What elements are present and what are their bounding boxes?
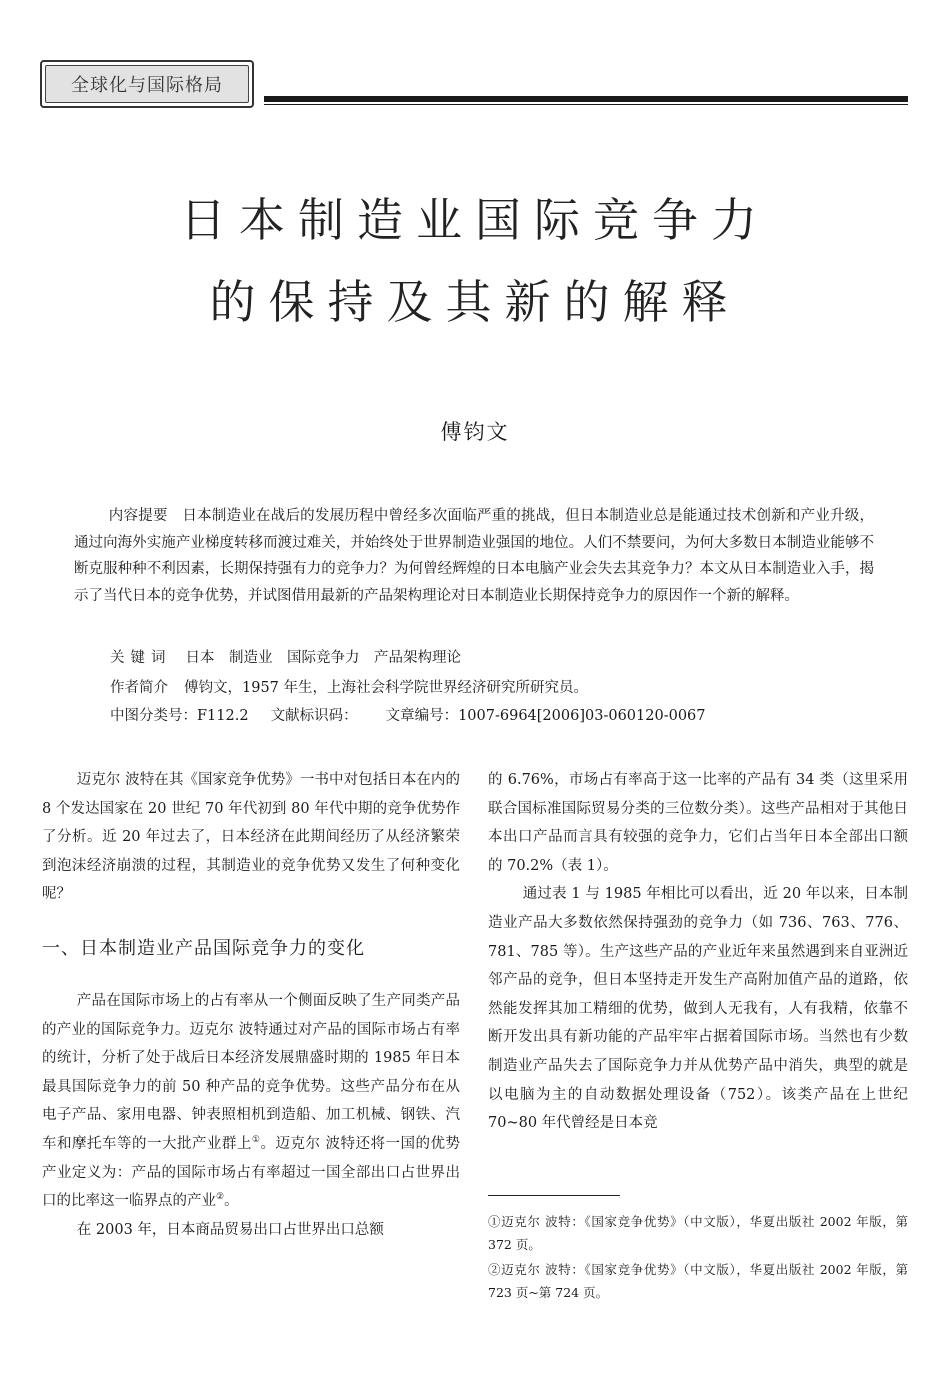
clc-value: F112.2 [197,708,249,724]
body-paragraph [42,987,460,1216]
abstract-text: 日本制造业在战后的发展历程中曾经多次面临严重的挑战，但日本制造业总是能通过技术创新和产业升级，通过向海外实施产业梯度转移而渡过难关，并始终处于世界制造业强国的地位。人们不禁要问，为何大多数日本制造业能够不断克服种种不利因素，长期保持强有力的竞争力？为何曾经辉煌的日本电脑产业会失去其竞争力？本文从日本制造业入手，揭示了当代日本的竞争优势，并试图借用最新的产品架构理论对日本制造业长期保持竞争力的原因作一个新的解释。 [74,508,875,604]
author-bio [110,678,588,698]
footnote-ref-2[interactable]: ② [216,1192,225,1203]
article-no-value: 1007-6964[2006]03-060120-0067 [458,708,706,724]
section-heading: 一、日本制造业产品国际竞争力的变化 [42,937,365,959]
article-title-line-1: 日本制造业国际竞争力 [180,193,770,247]
doc-code-label: 文献标识码： [270,708,358,724]
abstract [74,503,874,609]
article-title-line-2: 的保持及其新的解释 [209,275,741,329]
body-column-left [42,766,460,1244]
body-text: 。迈克尔 波特还将一国的优势产业定义为：产品的国际市场占有率超过一国全部出口占世界出口的比率这一临界点的产业 [42,1135,460,1210]
footnote-2: ②迈克尔 波特：《国家竞争优势》（中文版），华夏出版社 2002 年版，第 723 页~第 724 页。 [488,1262,908,1300]
section-label: 全球化与国际格局 [45,65,249,103]
classification [110,706,706,726]
article-author: 傅钧文 [440,420,510,444]
body-paragraph: 通过表 1 与 1985 年相比可以看出，近 20 年以来，日本制造业产品大多数依然保持强劲的竞争力（如 736、763、776、781、785 等）。生产这些产品的产业近年来虽然遇到来自亚洲近邻产品的竞争，但日本坚持走开发生产高附加值产品的道路，依然能发挥其加工精细的优势，做到人无我有，人有我精，依靠不断开发出具有新功能的产品牢牢占据着国际市场。当然也有少数制造业产品失去了国际竞争力并从优势产品中消失，典型的就是以电脑为主的自动数据处理设备（752）。该类产品在上世纪 70~80 年代曾经是日本竞 [488,886,908,1132]
keywords-value: 日本 制造业 国际竞争力 产品架构理论 [185,650,461,666]
footnote-ref-1[interactable]: ① [251,1135,261,1146]
footnotes [488,1210,908,1306]
section-label-box [40,60,254,108]
keywords [110,648,461,668]
clc-label: 中图分类号： [110,708,197,724]
body-text: 。 [224,1193,239,1210]
body-paragraph: 在 2003 年，日本商品贸易出口占世界出口总额 [76,1221,384,1238]
body-paragraph: 迈克尔 波特在其《国家竞争优势》一书中对包括日本在内的 8 个发达国家在 20 世纪 70 年代初到 80 年代中期的竞争优势作了分析。近 20 年过去了，日本经济在此期间经历了从经济繁荣到泡沫经济崩溃的过程，其制造业的竞争优势又发生了何种变化呢？ [42,772,460,903]
body-column-right [488,766,908,1138]
author-bio-label: 作者简介 [110,680,168,696]
keywords-label: 关键词 [110,650,172,666]
body-text: 产品在国际市场上的占有率从一个侧面反映了生产同类产品的产业的国际竞争力。迈克尔 波特通过对产品的国际市场占有率的统计，分析了处于战后日本经济发展鼎盛时期的 1985 年日本最具国际竞争力的前 50 种产品的竞争优势。这些产品分布在从电子产品、家用电器、钟表照相机到造船、加工机械、钢铁、汽车和摩托车等的一大批产业群上 [42,992,460,1152]
header-rule [264,96,908,102]
header-rule-thin [264,104,908,105]
footnote-1: ①迈克尔 波特：《国家竞争优势》（中文版），华夏出版社 2002 年版，第 372 页。 [488,1214,908,1252]
article-no-label: 文章编号： [385,708,459,724]
footnote-separator [488,1195,620,1196]
body-paragraph: 的 6.76%，市场占有率高于这一比率的产品有 34 类（这里采用联合国标准国际贸易分类的三位数分类）。这些产品相对于其他日本出口产品而言具有较强的竞争力，它们占当年日本全部出口额的 70.2%（表 1）。 [488,772,908,874]
author-bio-value: 傅钧文，1957 年生，上海社会科学院世界经济研究所研究员。 [184,680,589,696]
abstract-label: 内容提要 [108,508,168,524]
